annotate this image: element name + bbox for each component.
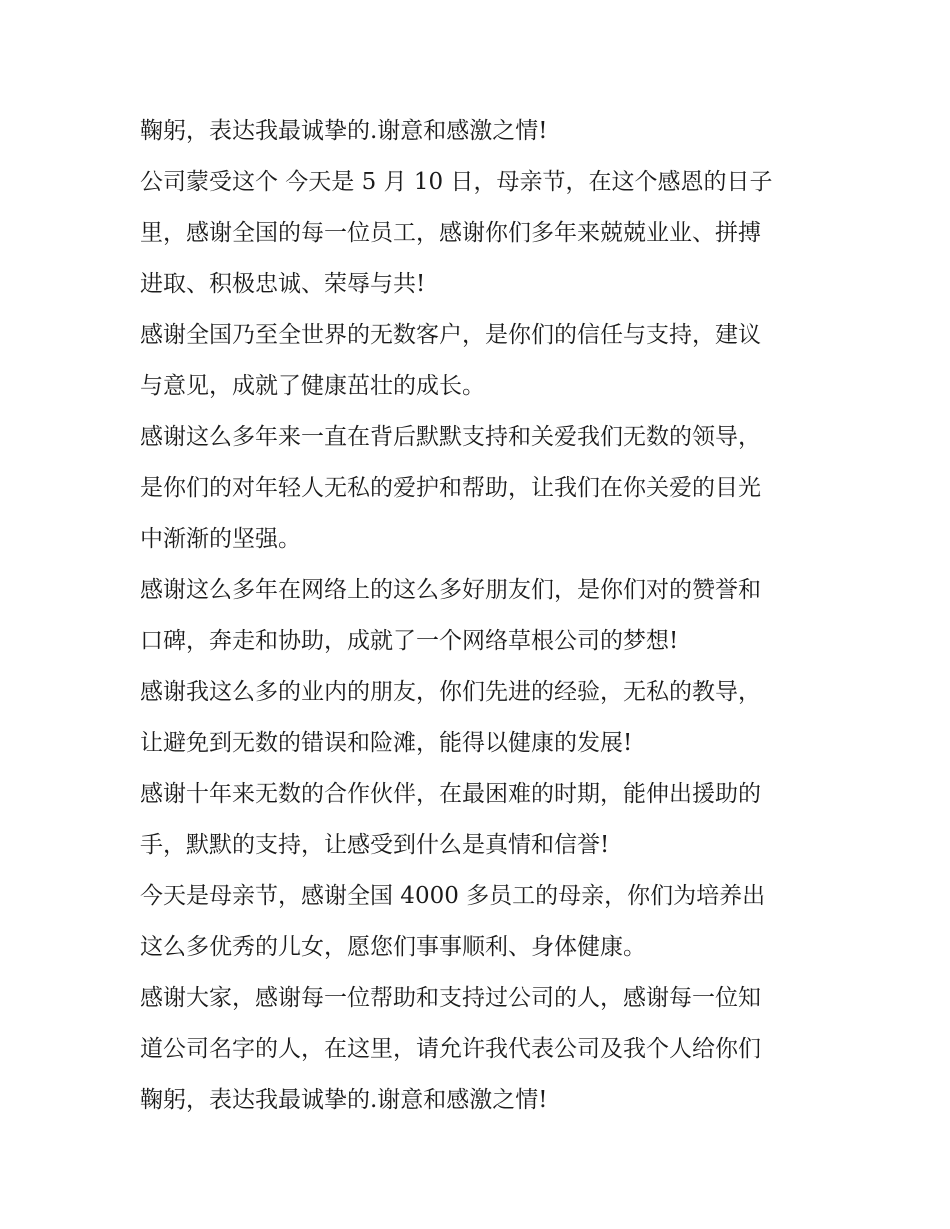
text-line: 与意见，成就了健康茁壮的成长。 — [140, 373, 485, 399]
text-line: 手，默默的支持，让感受到什么是真情和信誉! — [140, 832, 610, 858]
text-line: 进取、积极忠诚、荣辱与共! — [140, 271, 426, 297]
text-line: 感谢大家，感谢每一位帮助和支持过公司的人，感谢每一位知 — [140, 985, 761, 1011]
text-line: 道公司名字的人，在这里，请允许我代表公司及我个人给你们 — [140, 1036, 761, 1062]
text-line: 让避免到无数的错误和险滩，能得以健康的发展! — [140, 730, 633, 756]
text-line: 公司蒙受这个 今天是 5 月 10 日，母亲节，在这个感恩的日子 — [140, 169, 773, 195]
document-body — [140, 108, 820, 1128]
text-line: 口碑，奔走和协助，成就了一个网络草根公司的梦想! — [140, 628, 679, 654]
text-line: 里，感谢全国的每一位员工，感谢你们多年来兢兢业业、拼搏 — [140, 220, 761, 246]
text-line: 感谢我这么多的业内的朋友，你们先进的经验，无私的教导， — [140, 679, 761, 705]
text-line: 鞠躬，表达我最诚挚的.谢意和感激之情! — [140, 118, 548, 144]
text-line: 鞠躬，表达我最诚挚的.谢意和感激之情! — [140, 1087, 548, 1113]
text-line: 感谢全国乃至全世界的无数客户，是你们的信任与支持，建议 — [140, 322, 761, 348]
text-line: 今天是母亲节，感谢全国 4000 多员工的母亲，你们为培养出 — [140, 883, 766, 909]
text-line: 感谢这么多年在网络上的这么多好朋友们，是你们对的赞誉和 — [140, 577, 761, 603]
text-line: 中渐渐的坚强。 — [140, 526, 301, 552]
text-line: 是你们的对年轻人无私的爱护和帮助，让我们在你关爱的目光 — [140, 475, 761, 501]
text-line: 这么多优秀的儿女，愿您们事事顺利、身体健康。 — [140, 934, 646, 960]
text-line: 感谢这么多年来一直在背后默默支持和关爱我们无数的领导， — [140, 424, 761, 450]
text-line: 感谢十年来无数的合作伙伴，在最困难的时期，能伸出援助的 — [140, 781, 761, 807]
